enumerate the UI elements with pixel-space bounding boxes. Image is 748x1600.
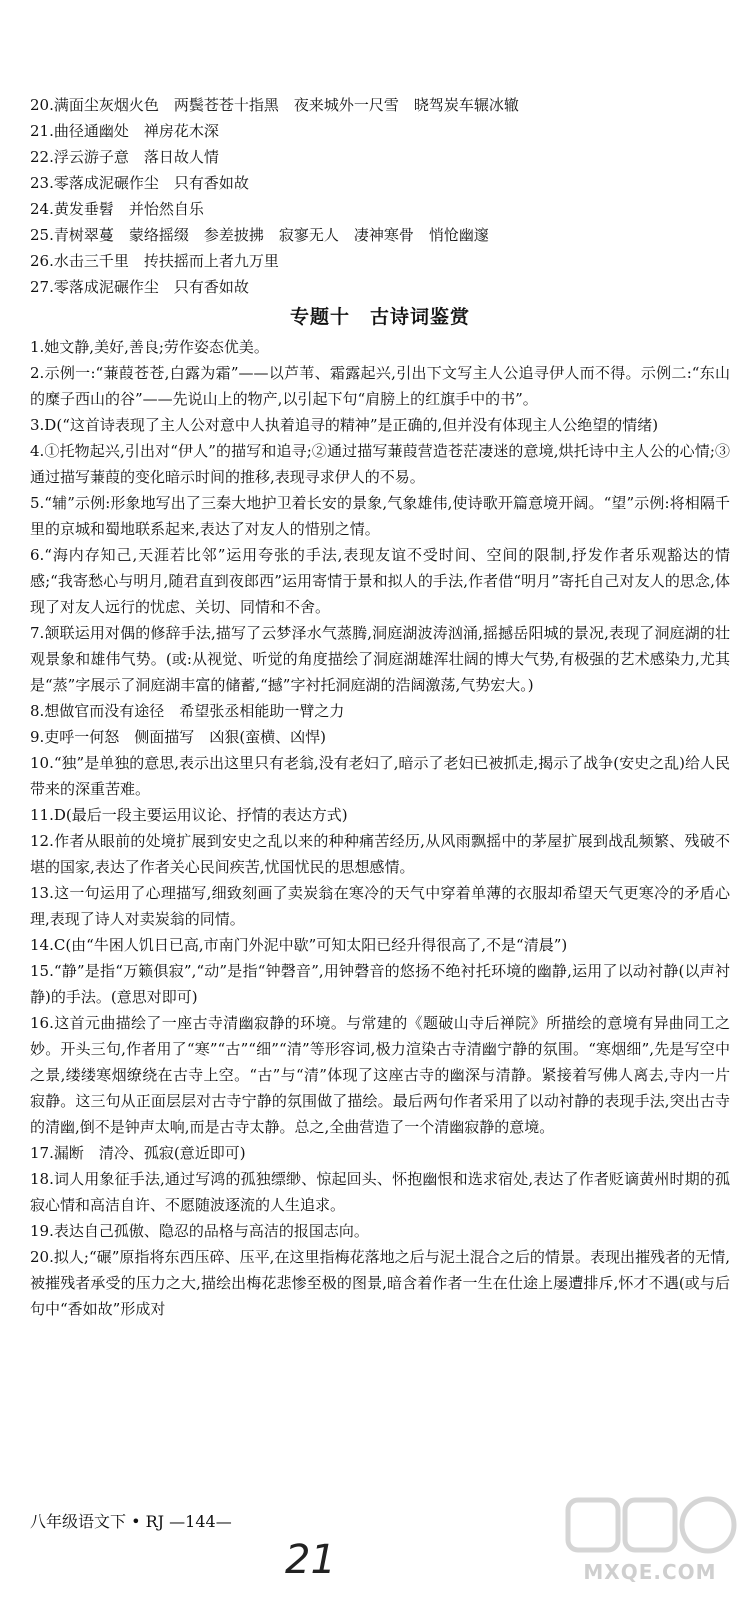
page-content [30, 92, 730, 1322]
handwritten-page-number: 21 [285, 1537, 336, 1583]
answer-line-25: 25.青树翠蔓 蒙络摇缀 参差披拂 寂寥无人 凄神寒骨 悄怆幽邃 [30, 226, 489, 244]
answer-list [30, 334, 730, 1322]
answer-item-11: 11.D(最后一段主要运用议论、抒情的表达方式) [30, 806, 348, 824]
answer-line-20: 20.满面尘灰烟火色 两鬓苍苍十指黑 夜来城外一尺雪 晓驾炭车辗冰辙 [30, 96, 519, 114]
answer-line-21: 21.曲径通幽处 禅房花木深 [30, 122, 219, 140]
answer-line-23: 23.零落成泥碾作尘 只有香如故 [30, 174, 249, 192]
answer-item-20: 20.拟人;“碾”原指将东西压碎、压平,在这里指梅花落地之后与泥土混合之后的情景。表现出摧残者的无情,被摧残者承受的压力之大,描绘出梅花悲惨至极的图景,暗含着作者一生在仕途上屡遭排斥,怀才不遇(或与后句中“香如故”形成对 [30, 1248, 730, 1318]
answer-item-18: 18.词人用象征手法,通过写鸿的孤独缥缈、惊起回头、怀抱幽恨和选求宿处,表达了作者贬谪黄州时期的孤寂心情和高洁自许、不愿随波逐流的人生追求。 [30, 1170, 730, 1214]
answer-item-2: 2.示例一:“蒹葭苍苍,白露为霜”——以芦苇、霜露起兴,引出下文写主人公追寻伊人而不得。示例二:“东山的糜子西山的谷”——先说山上的物产,以引起下句“肩膀上的红旗手中的书”。 [30, 364, 730, 408]
answer-item-7: 7.颔联运用对偶的修辞手法,描写了云梦泽水气蒸腾,洞庭湖波涛汹涌,摇撼岳阳城的景况,表现了洞庭湖的壮观景象和雄伟气势。(或:从视觉、听觉的角度描绘了洞庭湖雄浑壮阔的博大气势,有极强的艺术感染力,尤其是“蒸”字展示了洞庭湖丰富的储蓄,“撼”字衬托洞庭湖的浩阔激荡,气势宏大。) [30, 624, 730, 694]
watermark [560, 1490, 740, 1595]
answer-item-9: 9.吏呼一何怒 侧面描写 凶狠(蛮横、凶悍) [30, 728, 327, 746]
page-footer: 八年级语文下 • RJ —144— [30, 1512, 232, 1531]
answer-line-24: 24.黄发垂髫 并怡然自乐 [30, 200, 204, 218]
answer-line-26: 26.水击三千里 抟扶摇而上者九万里 [30, 252, 279, 270]
watermark-text: MXQE.COM [583, 1560, 717, 1584]
answer-item-17: 17.漏断 清冷、孤寂(意近即可) [30, 1144, 246, 1162]
watermark-logo-icon [560, 1490, 740, 1560]
answer-item-19: 19.表达自己孤傲、隐忍的品格与高洁的报国志向。 [30, 1222, 369, 1240]
answer-line-27: 27.零落成泥碾作尘 只有香如故 [30, 278, 249, 296]
answer-item-12: 12.作者从眼前的处境扩展到安史之乱以来的种种痛苦经历,从风雨飘摇中的茅屋扩展到战乱频繁、残破不堪的国家,表达了作者关心民间疾苦,忧国忧民的思想感情。 [30, 832, 730, 876]
answer-item-4: 4.①托物起兴,引出对“伊人”的描写和追寻;②通过描写蒹葭营造苍茫凄迷的意境,烘托诗中主人公的心情;③通过描写蒹葭的变化暗示时间的推移,表现寻求伊人的不易。 [30, 442, 730, 486]
answer-item-5: 5.“辅”示例:形象地写出了三秦大地护卫着长安的景象,气象雄伟,使诗歌开篇意境开阔。“望”示例:将相隔千里的京城和蜀地联系起来,表达了对友人的惜别之情。 [30, 494, 730, 538]
answer-item-10: 10.“独”是单独的意思,表示出这里只有老翁,没有老妇了,暗示了老妇已被抓走,揭示了战争(安史之乱)给人民带来的深重苦难。 [30, 754, 730, 798]
answer-item-13: 13.这一句运用了心理描写,细致刻画了卖炭翁在寒冷的天气中穿着单薄的衣服却希望天气更寒冷的矛盾心理,表现了诗人对卖炭翁的同情。 [30, 884, 730, 928]
top-answer-lines [30, 92, 730, 300]
answer-item-16: 16.这首元曲描绘了一座古寺清幽寂静的环境。与常建的《题破山寺后禅院》所描绘的意境有异曲同工之妙。开头三句,作者用了“寒”“古”“细”“清”等形容词,极力渲染古寺清幽宁静的氛围。“寒烟细”,先是写空中之景,缕缕寒烟缭绕在古寺上空。“古”与“清”体现了这座古寺的幽深与清静。紧接着写佛人离去,寺内一片寂静。这三句从正面层层对古寺宁静的氛围做了描绘。最后两句作者采用了以动衬静的表现手法,突出古寺的清幽,倒不是钟声太响,而是古寺太静。总之,全曲营造了一个清幽寂静的意境。 [30, 1014, 730, 1136]
answer-item-8: 8.想做官而没有途径 希望张丞相能助一臂之力 [30, 702, 345, 720]
answer-item-3: 3.D(“这首诗表现了主人公对意中人执着追寻的精神”是正确的,但并没有体现主人公绝望的情绪) [30, 416, 659, 434]
answer-item-14: 14.C(由“牛困人饥日已高,市南门外泥中歇”可知太阳已经升得很高了,不是“清晨”) [30, 936, 568, 954]
answer-item-1: 1.她文静,美好,善良;劳作姿态优美。 [30, 338, 269, 356]
answer-line-22: 22.浮云游子意 落日故人情 [30, 148, 219, 166]
section-title: 专题十 古诗词鉴赏 [289, 306, 470, 328]
answer-item-6: 6.“海内存知己,天涯若比邻”运用夸张的手法,表现友谊不受时间、空间的限制,抒发作者乐观豁达的情感;“我寄愁心与明月,随君直到夜郎西”运用寄情于景和拟人的手法,作者借“明月”寄托自己对友人的思念,体现了对友人远行的忧虑、关切、同情和不舍。 [30, 546, 730, 616]
answer-item-15: 15.“静”是指“万籁俱寂”,“动”是指“钟磬音”,用钟磬音的悠扬不绝衬托环境的幽静,运用了以动衬静(以声衬静)的手法。(意思对即可) [30, 962, 730, 1006]
